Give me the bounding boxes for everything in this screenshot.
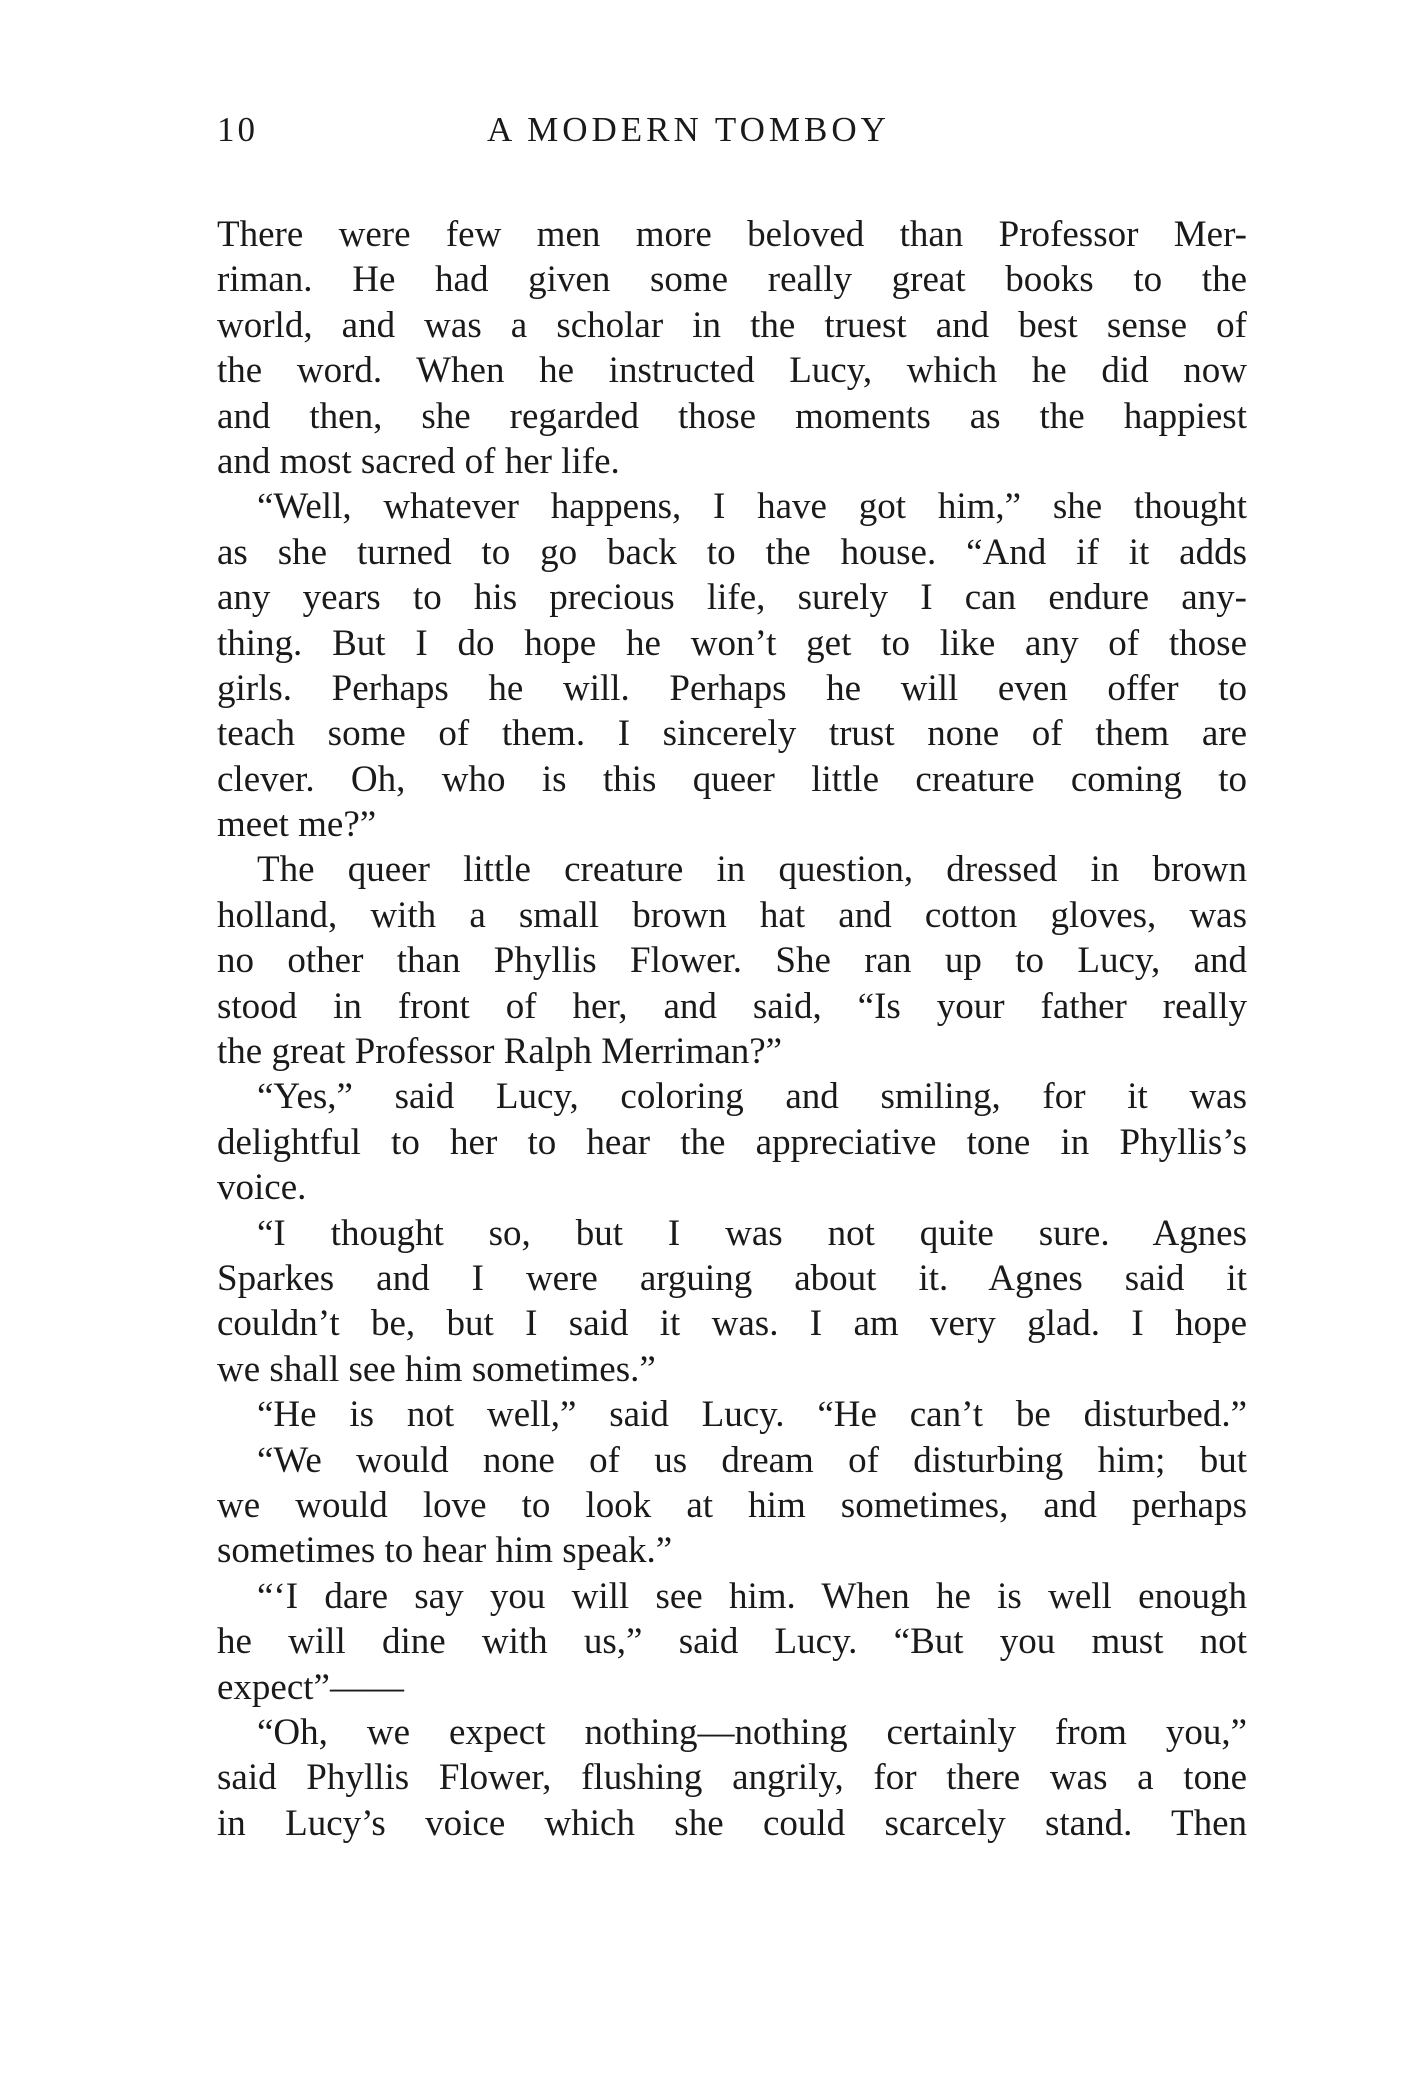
text-line: and then, she regarded those moments as the happiest: [217, 395, 1247, 437]
text-line: thing. But I do hope he won’t get to like any of those: [217, 622, 1247, 664]
text-line: sometimes to hear him speak.”: [217, 1530, 673, 1572]
text-line: “He is not well,” said Lucy. “He can’t be disturbed.”: [257, 1394, 1247, 1436]
text-line: “‘I dare say you will see him. When he is well enough: [257, 1575, 1247, 1617]
text-line: we would love to look at him sometimes, and perhaps: [217, 1484, 1247, 1526]
text-line: we shall see him sometimes.”: [217, 1348, 656, 1390]
text-line: voice.: [217, 1167, 307, 1209]
text-line: any years to his precious life, surely I can endure any-: [217, 577, 1247, 619]
text-line: “Yes,” said Lucy, coloring and smiling, for it was: [257, 1076, 1247, 1118]
text-line: clever. Oh, who is this queer little creature coming to: [217, 758, 1247, 800]
text-line: he will dine with us,” said Lucy. “But you must not: [217, 1621, 1247, 1663]
text-line: the great Professor Ralph Merriman?”: [217, 1031, 783, 1073]
text-line: said Phyllis Flower, flushing angrily, for there was a tone: [217, 1757, 1247, 1799]
page-number: 10: [217, 110, 258, 149]
text-line: teach some of them. I sincerely trust none of them are: [217, 713, 1247, 755]
text-line: There were few men more beloved than Professor Mer-: [217, 214, 1247, 255]
text-line: delightful to her to hear the appreciative tone in Phyllis’s: [217, 1121, 1247, 1163]
text-line: “Oh, we expect nothing—nothing certainly from you,”: [257, 1711, 1247, 1753]
text-line: Sparkes and I were arguing about it. Agnes said it: [217, 1257, 1247, 1299]
running-title: A MODERN TOMBOY: [487, 110, 890, 149]
body-text: [217, 212, 1247, 1846]
text-line: no other than Phyllis Flower. She ran up to Lucy, and: [217, 940, 1247, 982]
text-line: stood in front of her, and said, “Is your father really: [217, 985, 1247, 1027]
running-head: [217, 110, 1247, 160]
text-line: “We would none of us dream of disturbing him; but: [257, 1439, 1247, 1481]
text-line: couldn’t be, but I said it was. I am very glad. I hope: [217, 1303, 1247, 1345]
text-line: expect”——: [217, 1666, 404, 1708]
text-line: holland, with a small brown hat and cotton gloves, was: [217, 894, 1247, 936]
text-line: world, and was a scholar in the truest and best sense of: [217, 304, 1247, 346]
text-line: as she turned to go back to the house. “And if it adds: [217, 531, 1247, 573]
text-line: The queer little creature in question, dressed in brown: [257, 849, 1247, 891]
text-line: and most sacred of her life.: [217, 440, 620, 482]
text-line: the word. When he instructed Lucy, which he did now: [217, 350, 1247, 392]
text-line: “I thought so, but I was not quite sure. Agnes: [257, 1212, 1247, 1254]
text-line: riman. He had given some really great books to the: [217, 259, 1247, 301]
text-line: “Well, whatever happens, I have got him,” she thought: [257, 486, 1247, 528]
text-line: girls. Perhaps he will. Perhaps he will even offer to: [217, 667, 1247, 709]
text-line: in Lucy’s voice which she could scarcely stand. Then: [217, 1802, 1247, 1844]
text-line: meet me?”: [217, 804, 377, 846]
